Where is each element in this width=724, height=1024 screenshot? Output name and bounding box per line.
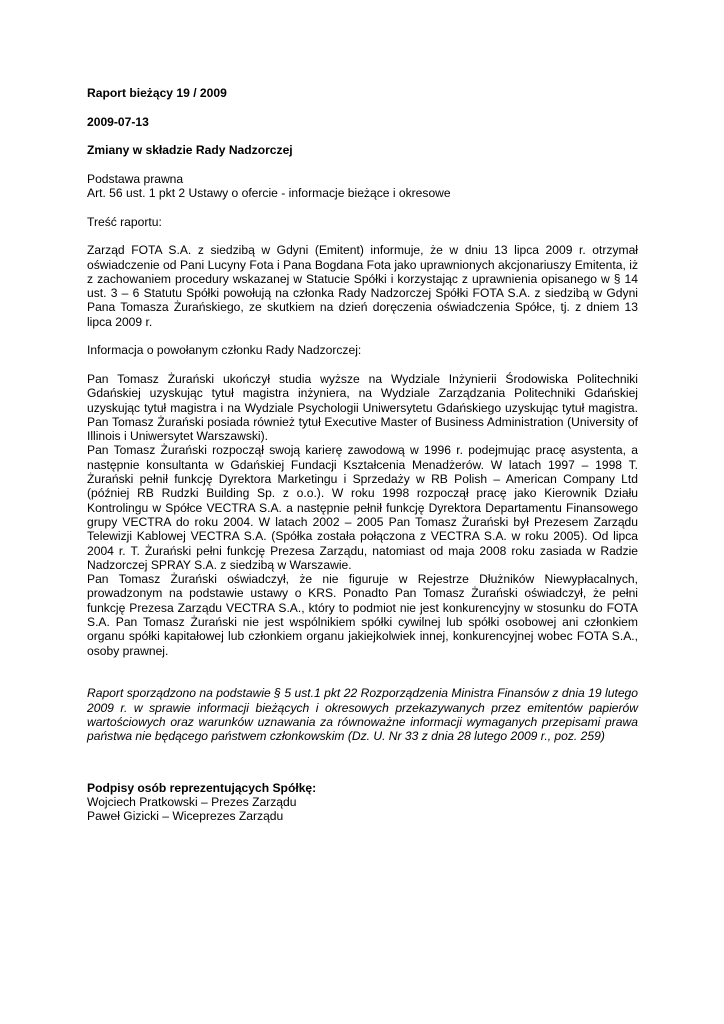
bio-declaration: Pan Tomasz Żurański oświadczył, że nie figuruje w Rejestrze Dłużników Niewypłacalnych, prowadzonym na podstawie ustawy o KRS. Ponadto Pan Tomasz Żurański oświadczył, że pełni funkcję Prezesa Zarządu VECTRA S.A., który to podmiot nie jest konkurencyjny w stosunku do FOTA S.A. Pan Tomasz Żurański nie jest wspólnikiem spółki cywilnej lub spółki osobowej ani członkiem organu spółki kapitałowej lub członkiem organu jakiejkolwiek innej, konkurencyjnej wobec FOTA S.A., osoby prawnej. (87, 572, 638, 658)
legal-basis-label: Podstawa prawna (87, 171, 184, 186)
content-label: Treść raportu: (87, 214, 162, 229)
bio-career: Pan Tomasz Żurański rozpoczął swoją karierę zawodową w 1996 r. podejmując pracę asystenta, a następnie konsultanta w Gdańskiej Fundacji Kształcenia Menadżerów. W latach 1997 – 1998 T. Żurański pełnił funkcję Dyrektora Marketingu i Sprzedaży w RB Polish – American Company Ltd (później RB Rudzki Building Sp. z o.o.). W roku 1998 rozpoczął pracę jako Kierownik Działu Kontrolingu w Spółce VECTRA S.A. a następnie pełnił funkcję Dyrektora Departamentu Finansowego grupy VECTRA do roku 2004. W latach 2002 – 2005 Pan Tomasz Żurański był Prezesem Zarządu Telewizji Kablowej VECTRA S.A. (Spółka została połączona z VECTRA S.A. w roku 2005). Od lipca 2004 r. T. Żurański pełni funkcję Prezesa Zarządu, natomiast od maja 2008 roku zasiada w Radzie Nadzorczej SPRAY S.A. z siedzibą w Warszawie. (87, 443, 638, 572)
info-heading: Informacja o powołanym członku Rady Nadzorczej: (87, 343, 362, 358)
legal-basis-section (87, 172, 638, 201)
report-date: 2009-07-13 (87, 114, 149, 129)
legal-basis-text: Art. 56 ust. 1 pkt 2 Ustawy o ofercie - informacje bieżące i okresowe (87, 186, 451, 201)
main-paragraph: Zarząd FOTA S.A. z siedzibą w Gdyni (Emitent) informuje, że w dniu 13 lipca 2009 r. otrzymał oświadczenie od Pani Lucyny Fota i Pana Bogdana Fota jako uprawnionych akcjonariuszy Emitenta, iż z zachowaniem procedury wskazanej w Statucie Spółki i korzystając z uprawnienia opisanego w § 14 ust. 3 – 6 Statutu Spółki powołują na członka Rady Nadzorczej Spółki FOTA S.A. z siedzibą w Gdyni Pana Tomasza Żurańskiego, ze skutkiem na dzień doręczenia oświadczenia Spółce, tj. z dniem 13 lipca 2009 r. (87, 243, 638, 329)
signatures-section (87, 781, 638, 824)
bio-education: Pan Tomasz Żurański ukończył studia wyższe na Wydziale Inżynierii Środowiska Politechniki Gdańskiej uzyskując tytuł magistra inżyniera, na Wydziale Zarządzania Politechniki Gdańskiej uzyskując tytuł magistra i na Wydziale Psychologii Uniwersytetu Gdańskiego uzyskując tytuł magistra. Pan Tomasz Żurański posiada również tytuł Executive Master of Business Administration (University of Illinois i Uniwersytet Warszawski). (87, 371, 638, 444)
legal-note: Raport sporządzono na podstawie § 5 ust.1 pkt 22 Rozporządzenia Ministra Finansów z dnia 19 lutego 2009 r. w sprawie informacji bieżących i okresowych przekazywanych przez emitentów papierów wartościowych oraz warunków uznawania za równoważne informacji wymaganych przepisami prawa państwa nie będącego państwem członkowskim (Dz. U. Nr 33 z dnia 28 lutego 2009 r., poz. 259) (87, 686, 638, 744)
signatures-heading: Podpisy osób reprezentujących Spółkę: (87, 780, 317, 795)
document-page (87, 86, 638, 824)
signatory: Wojciech Pratkowski – Prezes Zarządu (87, 794, 297, 809)
report-subject: Zmiany w składzie Rady Nadzorczej (87, 143, 293, 158)
signatory: Paweł Gizicki – Wiceprezes Zarządu (87, 809, 284, 824)
report-title: Raport bieżący 19 / 2009 (87, 86, 227, 100)
